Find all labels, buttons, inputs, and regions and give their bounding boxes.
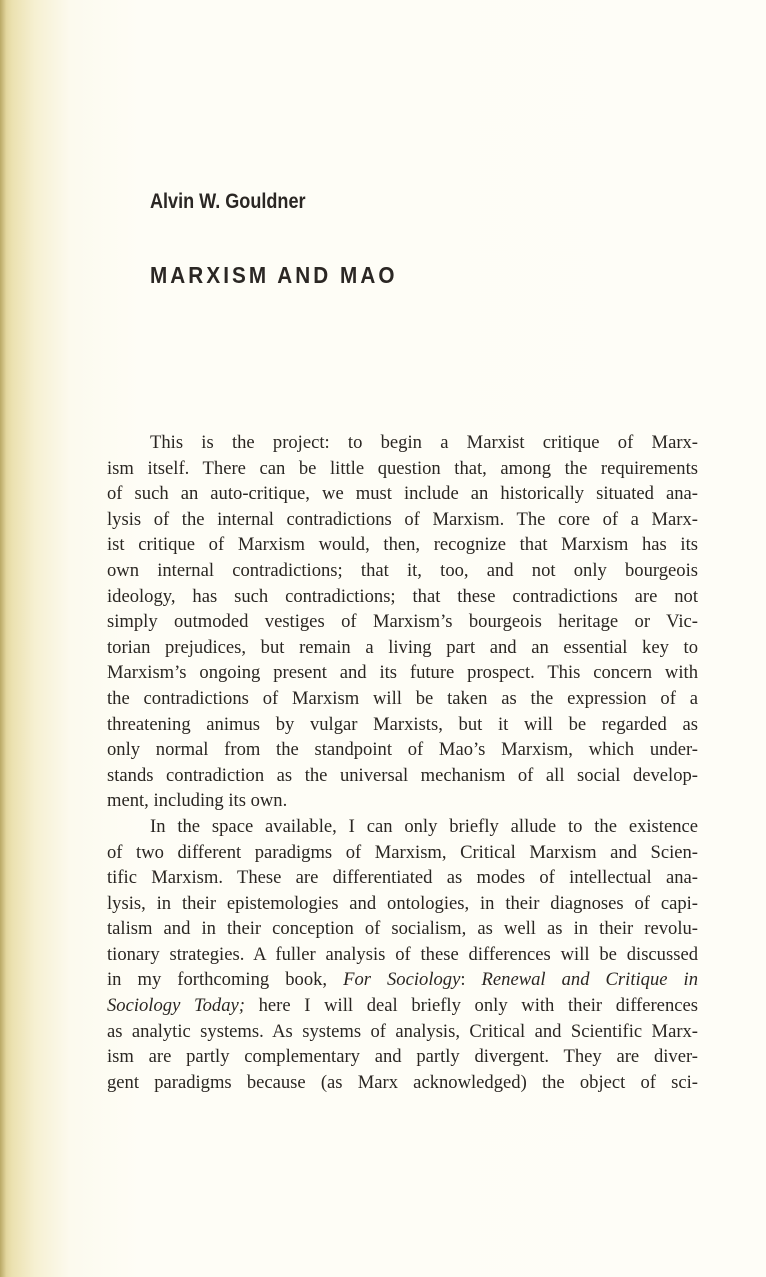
- text-line: [107, 712, 698, 738]
- text-line: [107, 814, 698, 840]
- text-segment: This is the project: to begin a Marxist critique of Marx-: [150, 432, 698, 453]
- text-segment: Marxism’s ongoing present and its future prospect. This concern with: [107, 662, 698, 684]
- text-segment: as analytic systems. As systems of analysis, Critical and Scientific Marx-: [107, 1020, 698, 1042]
- text-segment: ism are partly complementary and partly divergent. They are diver-: [107, 1046, 698, 1068]
- paragraph: [107, 814, 698, 1096]
- text-segment: gent paradigms because (as Marx acknowledged) the object of sci-: [107, 1071, 698, 1093]
- book-spine-shadow: [0, 0, 6, 1277]
- text-line: [107, 1044, 698, 1070]
- text-line: [107, 635, 698, 661]
- text-line: [107, 967, 698, 993]
- text-line: [107, 993, 698, 1019]
- text-line: [107, 942, 698, 968]
- text-line: [107, 891, 698, 917]
- text-segment: lysis of the internal contradictions of Marxism. The core of a Marx-: [107, 508, 698, 530]
- text-segment: here I will deal briefly only with their differences: [244, 995, 698, 1017]
- text-segment: torian prejudices, but remain a living part and an essential key to: [107, 636, 698, 658]
- text-segment: of such an auto-critique, we must include an historically situated ana-: [107, 483, 698, 505]
- text-line: [107, 609, 698, 635]
- text-segment: only normal from the standpoint of Mao’s Marxism, which under-: [107, 739, 698, 761]
- italic-title-text: Renewal and Critique in: [481, 969, 698, 991]
- paragraph: [107, 430, 698, 814]
- text-line: [107, 1019, 698, 1045]
- text-line: [107, 532, 698, 558]
- text-line: [107, 788, 698, 814]
- text-line: [107, 763, 698, 789]
- text-segment: in my forthcoming book,: [107, 969, 344, 991]
- text-segment: lysis, in their epistemologies and ontologies, in their diagnoses of capi-: [107, 892, 698, 914]
- italic-title-text: Sociology Today;: [107, 995, 245, 1017]
- text-line: [107, 481, 698, 507]
- italic-title-text: For Sociology: [343, 969, 461, 991]
- text-line: [107, 558, 698, 584]
- text-line: [107, 456, 698, 482]
- text-line: [107, 584, 698, 610]
- text-segment: stands contradiction as the universal mechanism of all social develop-: [107, 764, 698, 786]
- text-segment: tionary strategies. A fuller analysis of these differences will be discussed: [107, 943, 698, 965]
- author-name: Alvin W. Gouldner: [150, 190, 306, 213]
- text-line: [107, 737, 698, 763]
- article-title: MARXISM AND MAO: [150, 262, 398, 288]
- text-segment: ideology, has such contradictions; that these contradictions are not: [107, 585, 698, 607]
- text-line: [107, 430, 698, 456]
- article-body: [107, 430, 698, 1095]
- text-segment: simply outmoded vestiges of Marxism’s bourgeois heritage or Vic-: [107, 611, 698, 633]
- text-segment: threatening animus by vulgar Marxists, but it will be regarded as: [107, 713, 698, 735]
- text-segment: own internal contradictions; that it, too, and not only bourgeois: [107, 559, 698, 581]
- text-line: [107, 865, 698, 891]
- text-segment: In the space available, I can only briefly allude to the existence: [150, 815, 698, 837]
- text-segment: :: [460, 969, 482, 991]
- text-line: [107, 660, 698, 686]
- text-segment: ism itself. There can be little question that, among the requirements: [107, 457, 698, 479]
- text-segment: ment, including its own.: [107, 790, 288, 812]
- text-segment: talism and in their conception of socialism, as well as in their revolu-: [107, 918, 698, 940]
- text-line: [107, 686, 698, 712]
- text-segment: ist critique of Marxism would, then, recognize that Marxism has its: [107, 534, 698, 556]
- text-segment: tific Marxism. These are differentiated as modes of intellectual ana-: [107, 867, 698, 889]
- text-line: [107, 1070, 698, 1096]
- text-line: [107, 916, 698, 942]
- text-segment: the contradictions of Marxism will be taken as the expression of a: [107, 687, 698, 709]
- text-segment: of two different paradigms of Marxism, Critical Marxism and Scien-: [107, 841, 698, 863]
- text-line: [107, 840, 698, 866]
- text-line: [107, 507, 698, 533]
